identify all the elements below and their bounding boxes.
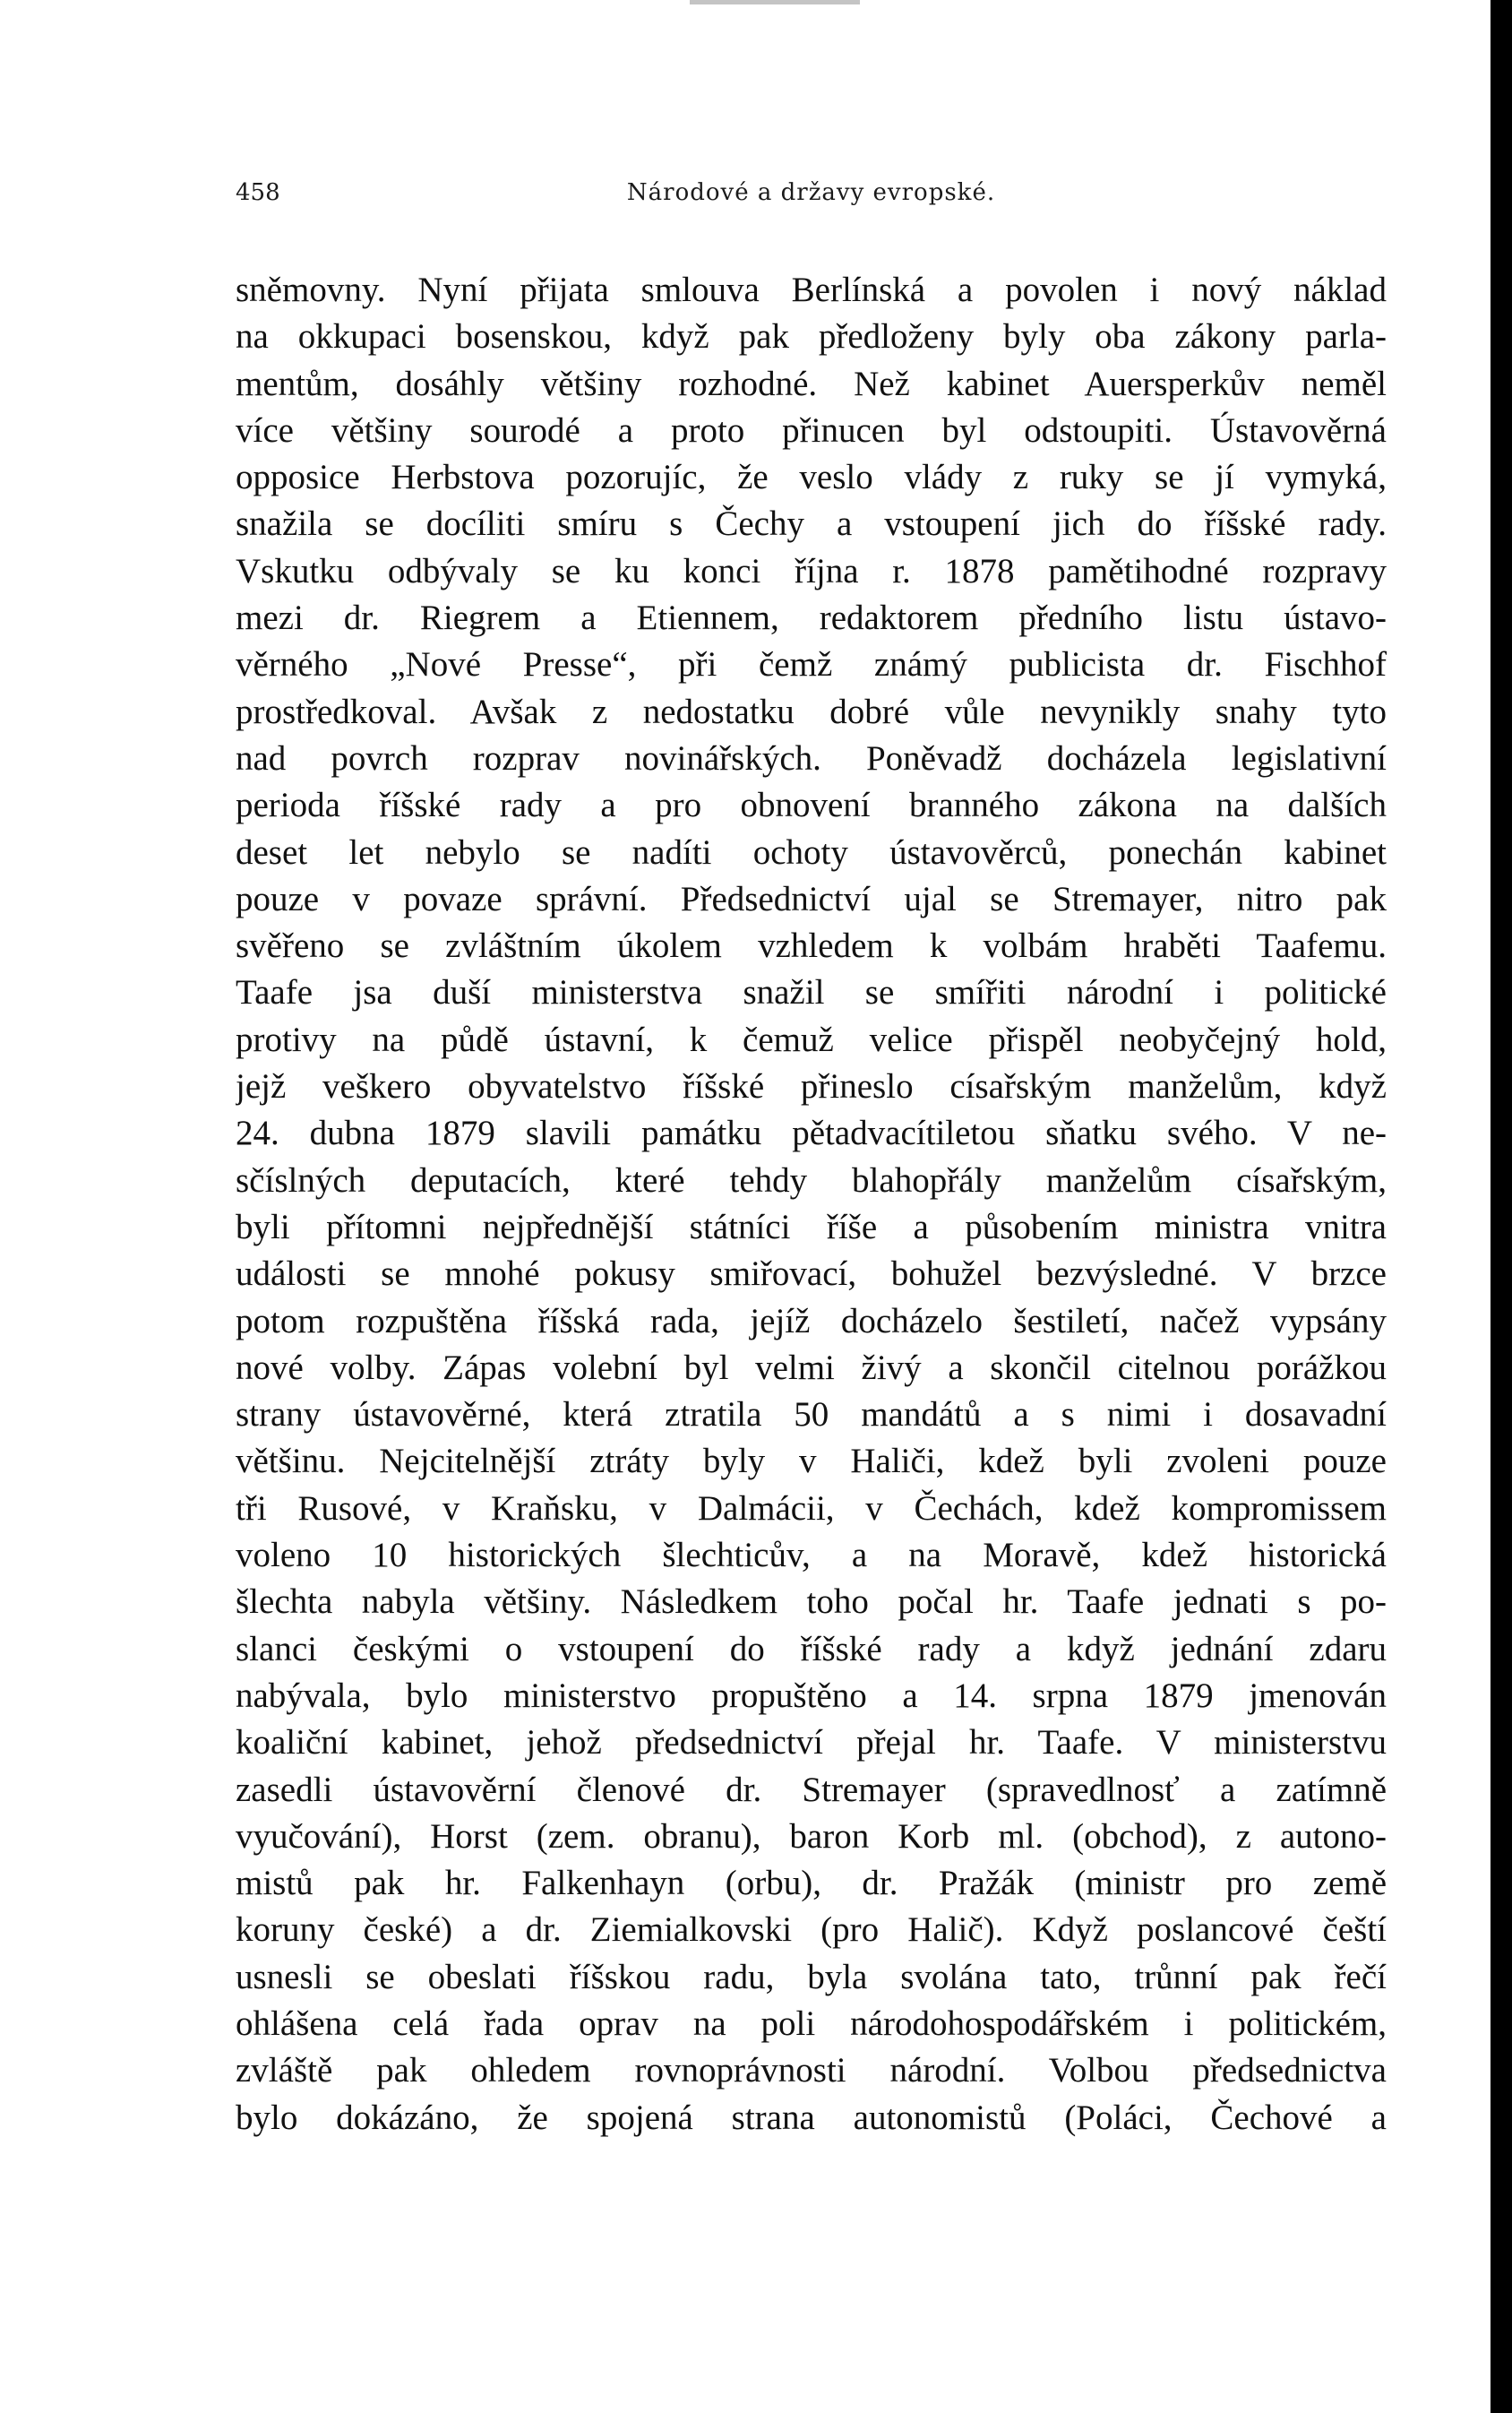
- text-line: bylo dokázáno, že spojená strana autonomistů (Poláci, Čechové a: [236, 2098, 1387, 2137]
- text-line: nabývala, bylo ministerstvo propuštěno a 14. srpna 1879 jmenován: [236, 1676, 1387, 1715]
- text-line: nové volby. Zápas volební byl velmi živý a skončil citelnou porážkou: [236, 1348, 1387, 1387]
- running-title: Národové a državy evropské.: [626, 179, 996, 206]
- text-line: pouze v povaze správní. Předsednictví ujal se Stremayer, nitro pak: [236, 879, 1387, 918]
- text-line: zvláště pak ohledem rovnoprávnosti národní. Volbou předsednictva: [236, 2051, 1387, 2090]
- text-line: svěřeno se zvláštním úkolem vzhledem k volbám hraběti Taafemu.: [236, 926, 1387, 966]
- text-line: koruny české) a dr. Ziemialkovski (pro Halič). Když poslancové čeští: [236, 1910, 1387, 1950]
- text-line: snažila se docíliti smíru s Čechy a vstoupení jich do říšské rady.: [236, 504, 1387, 544]
- text-line: ohlášena celá řada oprav na poli národohospodářském i politickém,: [236, 2004, 1387, 2043]
- text-line: protivy na půdě ústavní, k čemuž velice přispěl neobyčejný hold,: [236, 1020, 1387, 1059]
- text-line: potom rozpuštěna říšská rada, jejíž docházelo šestiletí, načež vypsány: [236, 1301, 1387, 1340]
- text-line: zasedli ústavověrní členové dr. Stremayer (spravedlnosť a zatímně: [236, 1770, 1387, 1809]
- text-line: tři Rusové, v Kraňsku, v Dalmácii, v Čechách, kdež kompromissem: [236, 1488, 1387, 1528]
- text-line: koaliční kabinet, jehož předsednictví přejal hr. Taafe. V ministerstvu: [236, 1723, 1387, 1762]
- text-line: deset let nebylo se nadíti ochoty ústavověrců, ponechán kabinet: [236, 832, 1387, 872]
- page-header: [236, 179, 1387, 215]
- text-line: události se mnohé pokusy smiřovací, bohužel bezvýsledné. V brzce: [236, 1254, 1387, 1294]
- text-line: na okkupaci bosenskou, když pak předloženy byly oba zákony parla-: [236, 317, 1387, 357]
- text-line: 24. dubna 1879 slavili památku pětadvacítiletou sňatku svého. V ne-: [236, 1114, 1387, 1153]
- text-line: slanci českými o vstoupení do říšské rady a když jednání zdaru: [236, 1629, 1387, 1668]
- text-line: více většiny sourodé a proto přinucen byl odstoupiti. Ústavověrná: [236, 410, 1387, 450]
- text-line: věrného „Nové Presse“, při čemž známý publicista dr. Fischhof: [236, 645, 1387, 685]
- text-line: usnesli se obeslati říšskou radu, byla svolána tato, trůnní pak řečí: [236, 1957, 1387, 1996]
- text-line: sčíslných deputacích, které tehdy blahopřály manželům císařským,: [236, 1160, 1387, 1200]
- text-line: většinu. Nejcitelnější ztráty byly v Haliči, kdež byli zvoleni pouze: [236, 1442, 1387, 1481]
- text-line: sněmovny. Nyní přijata smlouva Berlínská a povolen i nový náklad: [236, 271, 1387, 309]
- text-line: strany ústavověrné, která ztratila 50 mandátů a s nimi i dosavadní: [236, 1395, 1387, 1435]
- page-number: 458: [236, 179, 280, 206]
- scan-edge-mark: [690, 0, 860, 4]
- text-line: nad povrch rozprav novinářských. Poněvadž docházela legislativní: [236, 738, 1387, 778]
- text-line: prostředkoval. Avšak z nedostatku dobré vůle nevynikly snahy tyto: [236, 692, 1387, 731]
- text-line: jejž veškero obyvatelstvo říšské přineslo císařským manželům, když: [236, 1067, 1387, 1107]
- text-line: Taafe jsa duší ministerstva snažil se smířiti národní i politické: [236, 973, 1387, 1013]
- text-line: mentům, dosáhly většiny rozhodné. Než kabinet Auersperkův neměl: [236, 364, 1387, 403]
- text-line: opposice Herbstova pozorujíc, že veslo vlády z ruky se jí vymyká,: [236, 458, 1387, 497]
- text-line: Vskutku odbývaly se ku konci října r. 1878 pamětihodné rozpravy: [236, 551, 1387, 590]
- scan-border: [1491, 0, 1512, 2413]
- text-line: voleno 10 historických šlechticův, a na Moravě, kdež historická: [236, 1536, 1387, 1575]
- text-line: mezi dr. Riegrem a Etiennem, redaktorem předního listu ústavo-: [236, 599, 1387, 638]
- text-line: byli přítomni nejpřednější státníci říše a působením ministra vnitra: [236, 1207, 1387, 1246]
- text-line: vyučování), Horst (zem. obranu), baron Korb ml. (obchod), z autono-: [236, 1816, 1387, 1856]
- text-line: perioda říšské rady a pro obnovení branného zákona na dalších: [236, 786, 1387, 825]
- text-line: šlechta nabyla většiny. Následkem toho počal hr. Taafe jednati s po-: [236, 1582, 1387, 1622]
- text-line: mistů pak hr. Falkenhayn (orbu), dr. Pražák (ministr pro země: [236, 1864, 1387, 1903]
- body-text: [236, 267, 1387, 2142]
